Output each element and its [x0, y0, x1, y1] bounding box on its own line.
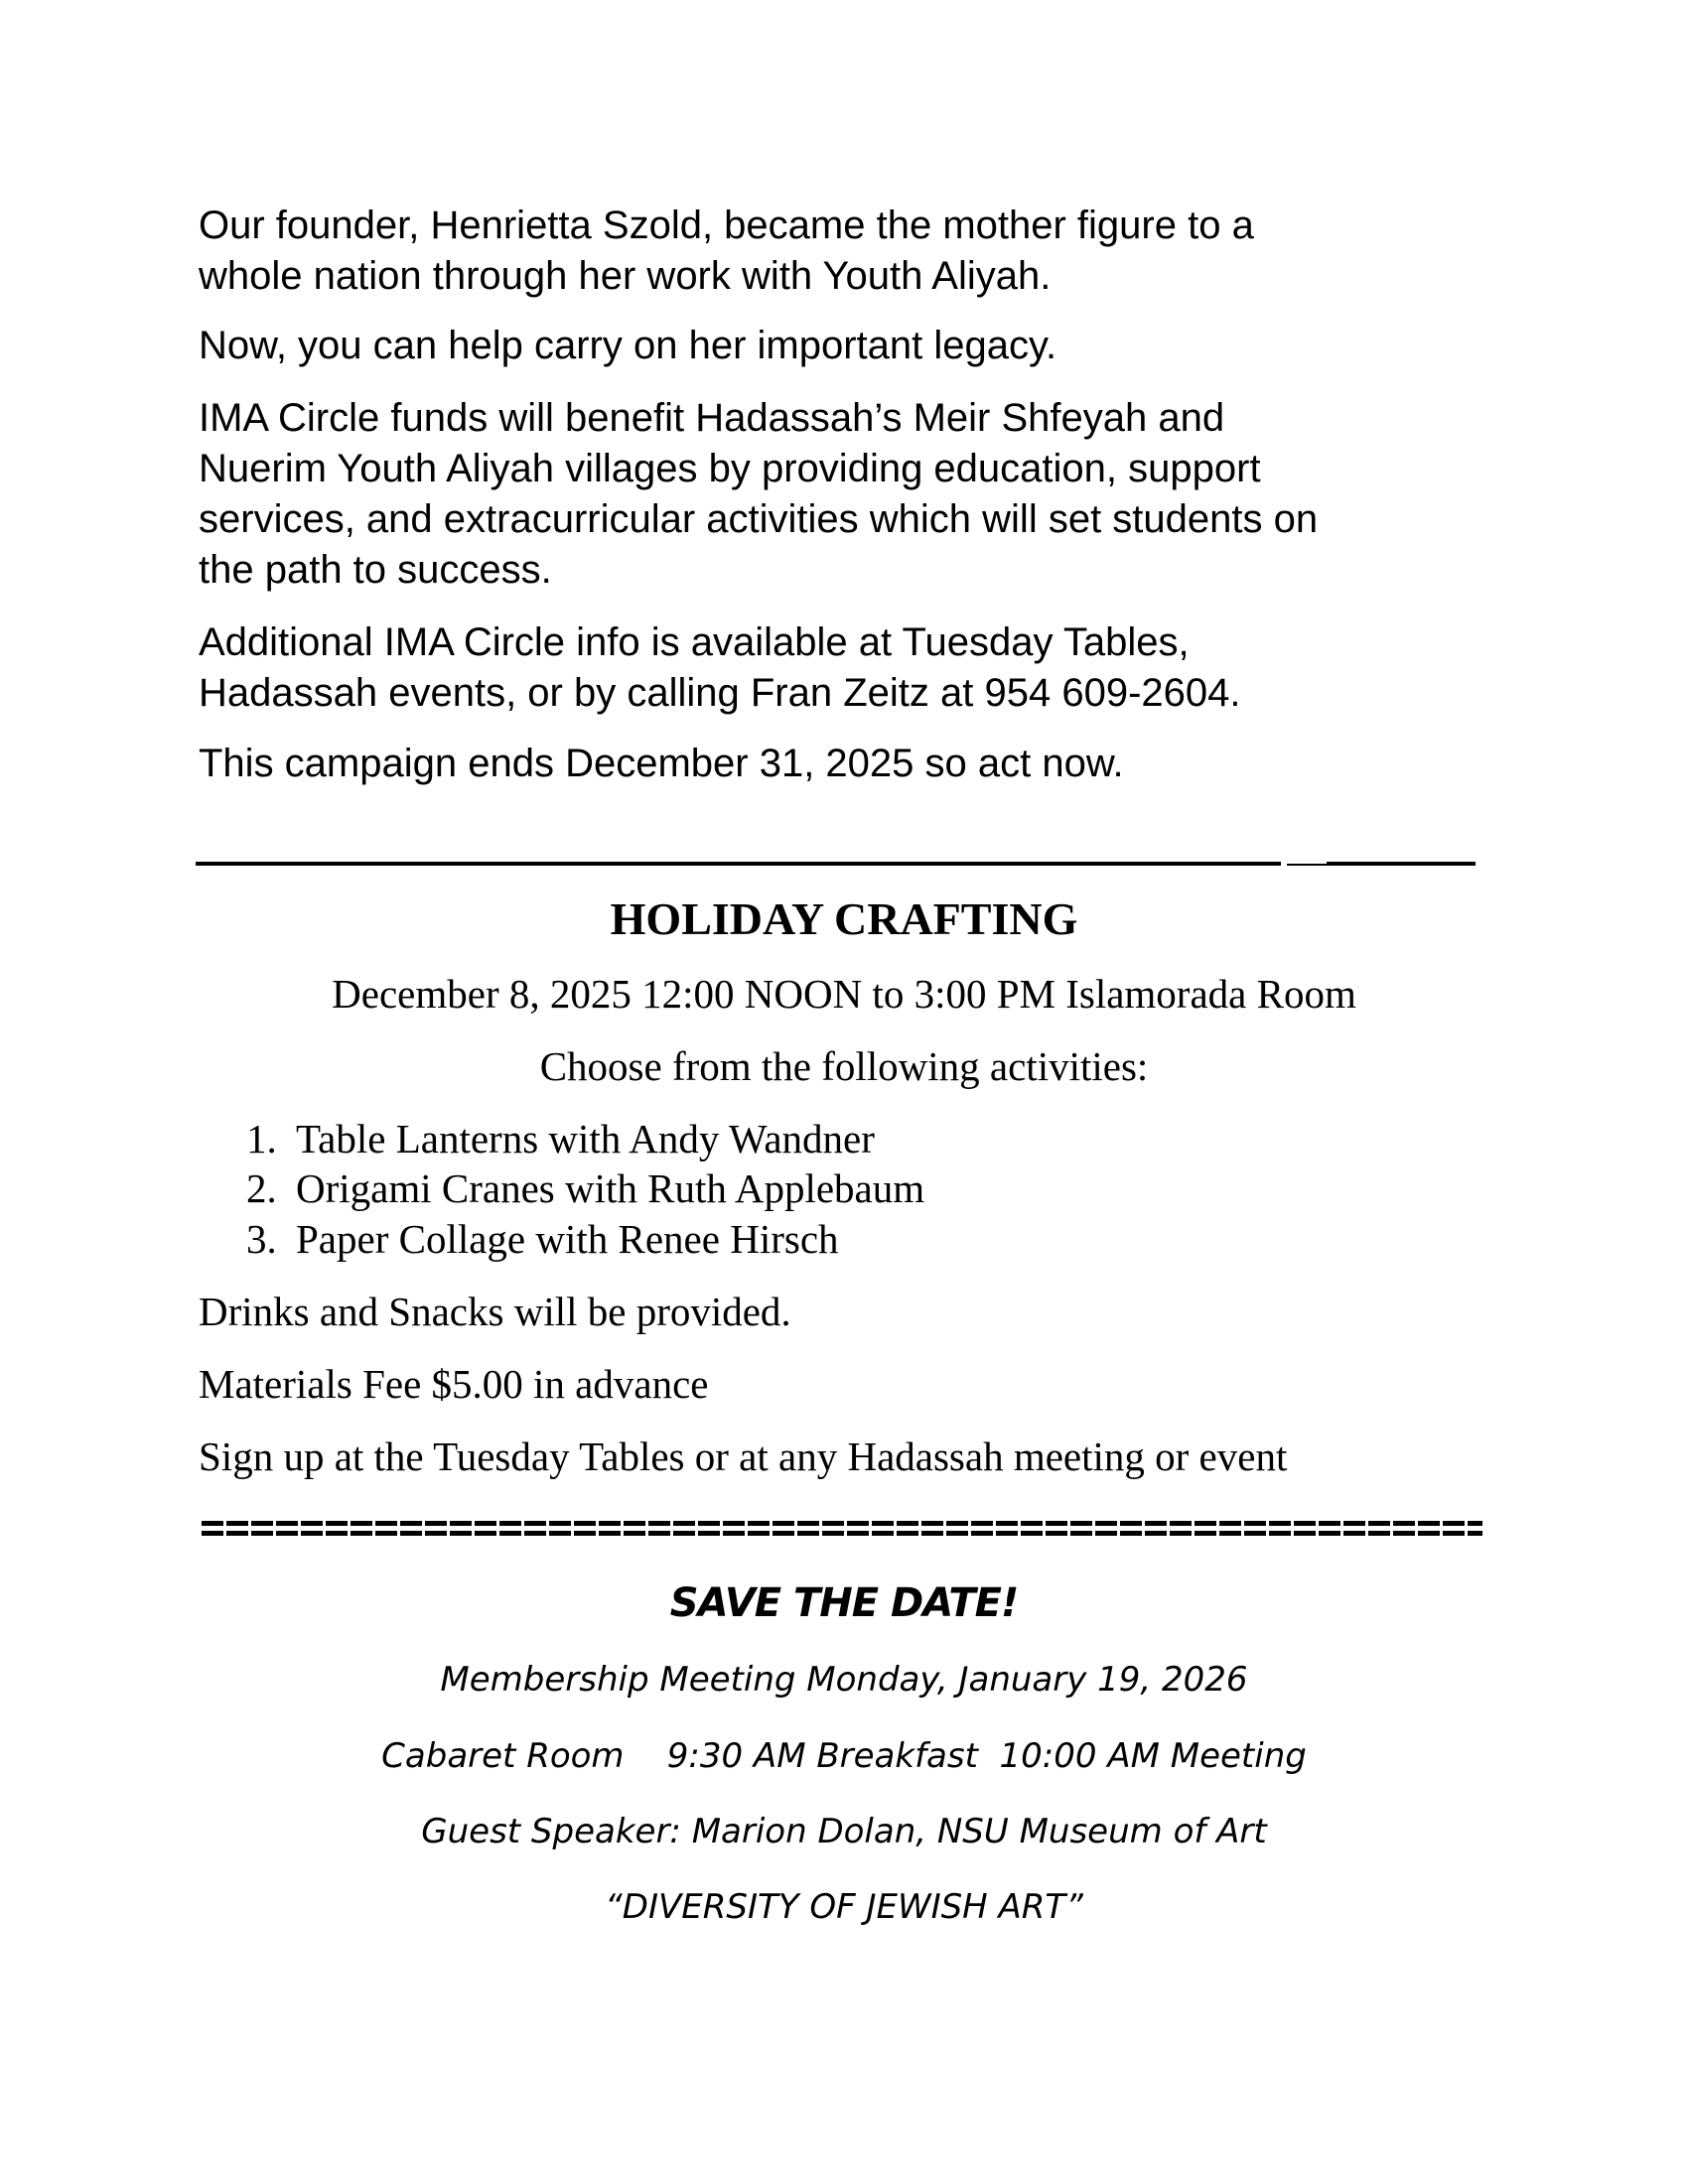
membership-meeting-line: Membership Meeting Monday, January 19, 2026	[440, 1660, 1248, 1700]
activities-intro: Choose from the following activities:	[539, 1043, 1149, 1089]
list-item: 2. Origami Cranes with Ruth Applebaum	[246, 1165, 925, 1211]
event-date-line: December 8, 2025 12:00 NOON to 3:00 PM Islamorada Room	[332, 971, 1356, 1017]
note-drinks-snacks: Drinks and Snacks will be provided.	[199, 1289, 791, 1334]
divider-line-left	[196, 862, 1281, 866]
divider-line-right	[1327, 862, 1476, 866]
list-item: 3. Paper Collage with Renee Hirsch	[246, 1216, 839, 1262]
talk-title-line: “DIVERSITY OF JEWISH ART”	[605, 1887, 1083, 1927]
meeting-schedule-line: Cabaret Room 9:30 AM Breakfast 10:00 AM Meeting	[381, 1736, 1307, 1776]
paragraph-founder: Our founder, Henrietta Szold, became the mother figure to a whole nation through her work with Youth Aliyah.	[199, 204, 1254, 298]
equals-divider	[202, 1519, 1482, 1539]
note-materials-fee: Materials Fee $5.00 in advance	[199, 1361, 709, 1407]
list-item: 1. Table Lanterns with Andy Wandner	[246, 1116, 875, 1161]
holiday-crafting-title: HOLIDAY CRAFTING	[610, 893, 1078, 944]
paragraph-additional-info: Additional IMA Circle info is available at Tuesday Tables, Hadassah events, or by calling Fran Zeitz at 954 609-2604.	[199, 620, 1241, 715]
save-the-date-title: SAVE THE DATE!	[669, 1580, 1019, 1626]
guest-speaker-line: Guest Speaker: Marion Dolan, NSU Museum of Art	[421, 1812, 1267, 1851]
note-sign-up: Sign up at the Tuesday Tables or at any Hadassah meeting or event	[199, 1433, 1288, 1479]
paragraph-campaign-end: This campaign ends December 31, 2025 so act now.	[199, 742, 1124, 785]
paragraph-funds: IMA Circle funds will benefit Hadassah’s Meir Shfeyah and Nuerim Youth Aliyah villages by providing education, support services, and extracurricular activities which will set students on the path to success.	[199, 396, 1319, 592]
paragraph-legacy: Now, you can help carry on her important legacy.	[199, 324, 1057, 367]
